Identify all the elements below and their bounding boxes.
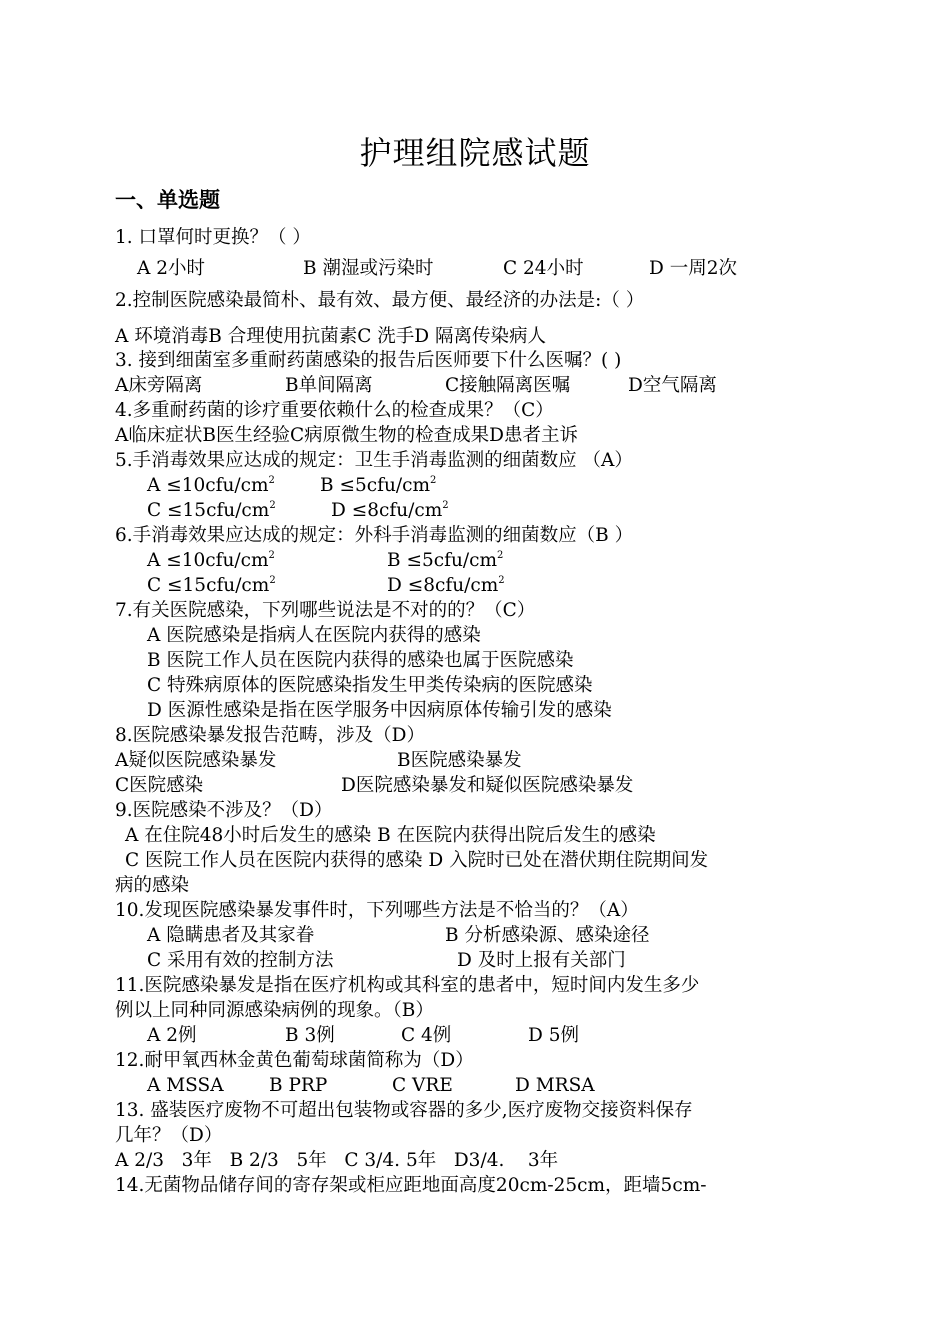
q7-option-a: A 医院感染是指病人在医院内获得的感染 bbox=[147, 625, 481, 646]
q8-option-c: C医院感染 bbox=[115, 775, 204, 796]
q12-option-b: B PRP bbox=[269, 1075, 328, 1096]
q6-option-d: $D \le 8cfu/cm^2$ bbox=[387, 575, 505, 596]
q12-option-d: D MRSA bbox=[515, 1075, 595, 1096]
q10-option-b: B 分析感染源、感染途径 bbox=[445, 925, 650, 946]
q10-option-a: A 隐瞒患者及其家眷 bbox=[147, 925, 315, 946]
q12-stem: 12.耐甲氧西林金黄色葡萄球菌简称为（D） bbox=[115, 1050, 474, 1071]
q3-option-a: A床旁隔离 bbox=[115, 375, 203, 396]
q9-options-line3: 病的感染 bbox=[115, 875, 190, 896]
q11-option-b: B 3例 bbox=[285, 1025, 335, 1046]
q3-option-c: C接触隔离医嘱 bbox=[445, 375, 571, 396]
q8-option-d: D医院感染暴发和疑似医院感染暴发 bbox=[341, 775, 634, 796]
q5-option-d: $D \le 8cfu/cm^2$ bbox=[331, 500, 449, 521]
q10-stem: 10.发现医院感染暴发事件时，下列哪些方法是不恰当的？（A） bbox=[115, 900, 639, 921]
q5-stem: 5.手消毒效果应达成的规定：卫生手消毒监测的细菌数应 （A） bbox=[115, 450, 633, 471]
q14-stem: 14.无菌物品储存间的寄存架或柜应距地面高度20cm-25cm，距墙5cm- bbox=[115, 1175, 707, 1196]
q1-option-d: D 一周2次 bbox=[649, 258, 737, 279]
q11-option-c: C 4例 bbox=[401, 1025, 452, 1046]
q5-option-a: $A \le 10cfu/cm^2$ bbox=[147, 475, 275, 496]
q13-stem-line1: 13. 盛装医疗废物不可超出包装物或容器的多少,医疗废物交接资料保存 bbox=[115, 1100, 693, 1121]
q4-options: A临床症状B医生经验C病原微生物的检查成果D患者主诉 bbox=[115, 425, 578, 446]
q11-option-d: D 5例 bbox=[528, 1025, 579, 1046]
q1-option-c: C 24小时 bbox=[503, 258, 584, 279]
q6-option-b: $B \le 5cfu/cm^2$ bbox=[387, 550, 504, 571]
q7-stem: 7.有关医院感染，下列哪些说法是不对的的？（C） bbox=[115, 600, 536, 621]
q7-option-c: C 特殊病原体的医院感染指发生甲类传染病的医院感染 bbox=[147, 675, 593, 696]
q7-option-d: D 医源性感染是指在医学服务中因病原体传输引发的感染 bbox=[147, 700, 612, 721]
q6-stem: 6.手消毒效果应达成的规定：外科手消毒监测的细菌数应（B ） bbox=[115, 525, 634, 546]
q2-options: A 环境消毒B 合理使用抗菌素C 洗手D 隔离传染病人 bbox=[115, 326, 546, 347]
q1-option-a: A 2小时 bbox=[137, 258, 206, 279]
q9-options-line2: C 医院工作人员在医院内获得的感染 D 入院时已处在潜伏期住院期间发 bbox=[125, 850, 709, 871]
q8-option-b: B医院感染暴发 bbox=[397, 750, 522, 771]
q5-option-b: $B \le 5cfu/cm^2$ bbox=[320, 475, 437, 496]
q9-options-line1: A 在住院48小时后发生的感染 B 在医院内获得出院后发生的感染 bbox=[125, 825, 656, 846]
q11-stem-line2: 例以上同种同源感染病例的现象。（B） bbox=[115, 1000, 434, 1021]
q10-option-c: C 采用有效的控制方法 bbox=[147, 950, 334, 971]
q3-stem: 3. 接到细菌室多重耐药菌感染的报告后医师要下什么医嘱？( ) bbox=[115, 350, 622, 371]
q8-option-a: A疑似医院感染暴发 bbox=[115, 750, 277, 771]
q8-stem: 8.医院感染暴发报告范畴，涉及（D） bbox=[115, 725, 425, 746]
q6-option-a: $A \le 10cfu/cm^2$ bbox=[147, 550, 275, 571]
section-heading: 一、单选题 bbox=[115, 188, 220, 212]
q3-option-b: B单间隔离 bbox=[285, 375, 373, 396]
q1-option-b: B 潮湿或污染时 bbox=[303, 258, 434, 279]
q2-stem: 2.控制医院感染最简朴、最有效、最方便、最经济的办法是:（ ） bbox=[115, 290, 645, 311]
q11-option-a: A 2例 bbox=[147, 1025, 197, 1046]
q13-options: A 2/3 3年 B 2/3 5年 C 3/4. 5年 D3/4. 3年 bbox=[115, 1150, 559, 1171]
q13-stem-line2: 几年？（D） bbox=[115, 1125, 223, 1146]
q3-option-d: D空气隔离 bbox=[628, 375, 717, 396]
q6-option-c: $C \le 15cfu/cm^2$ bbox=[147, 575, 276, 596]
q12-option-c: C VRE bbox=[392, 1075, 453, 1096]
q12-option-a: A MSSA bbox=[147, 1075, 224, 1096]
q9-stem: 9.医院感染不涉及？（D） bbox=[115, 800, 333, 821]
q5-option-c: $C \le 15cfu/cm^2$ bbox=[147, 500, 276, 521]
q4-stem: 4.多重耐药菌的诊疗重要依赖什么的检查成果？（C） bbox=[115, 400, 554, 421]
q1-stem: 1. 口罩何时更换？（ ） bbox=[115, 227, 311, 248]
q10-option-d: D 及时上报有关部门 bbox=[457, 950, 626, 971]
q7-option-b: B 医院工作人员在医院内获得的感染也属于医院感染 bbox=[147, 650, 574, 671]
q11-stem-line1: 11.医院感染暴发是指在医疗机构或其科室的患者中，短时间内发生多少 bbox=[115, 975, 700, 996]
document-title: 护理组院感试题 bbox=[359, 134, 591, 172]
